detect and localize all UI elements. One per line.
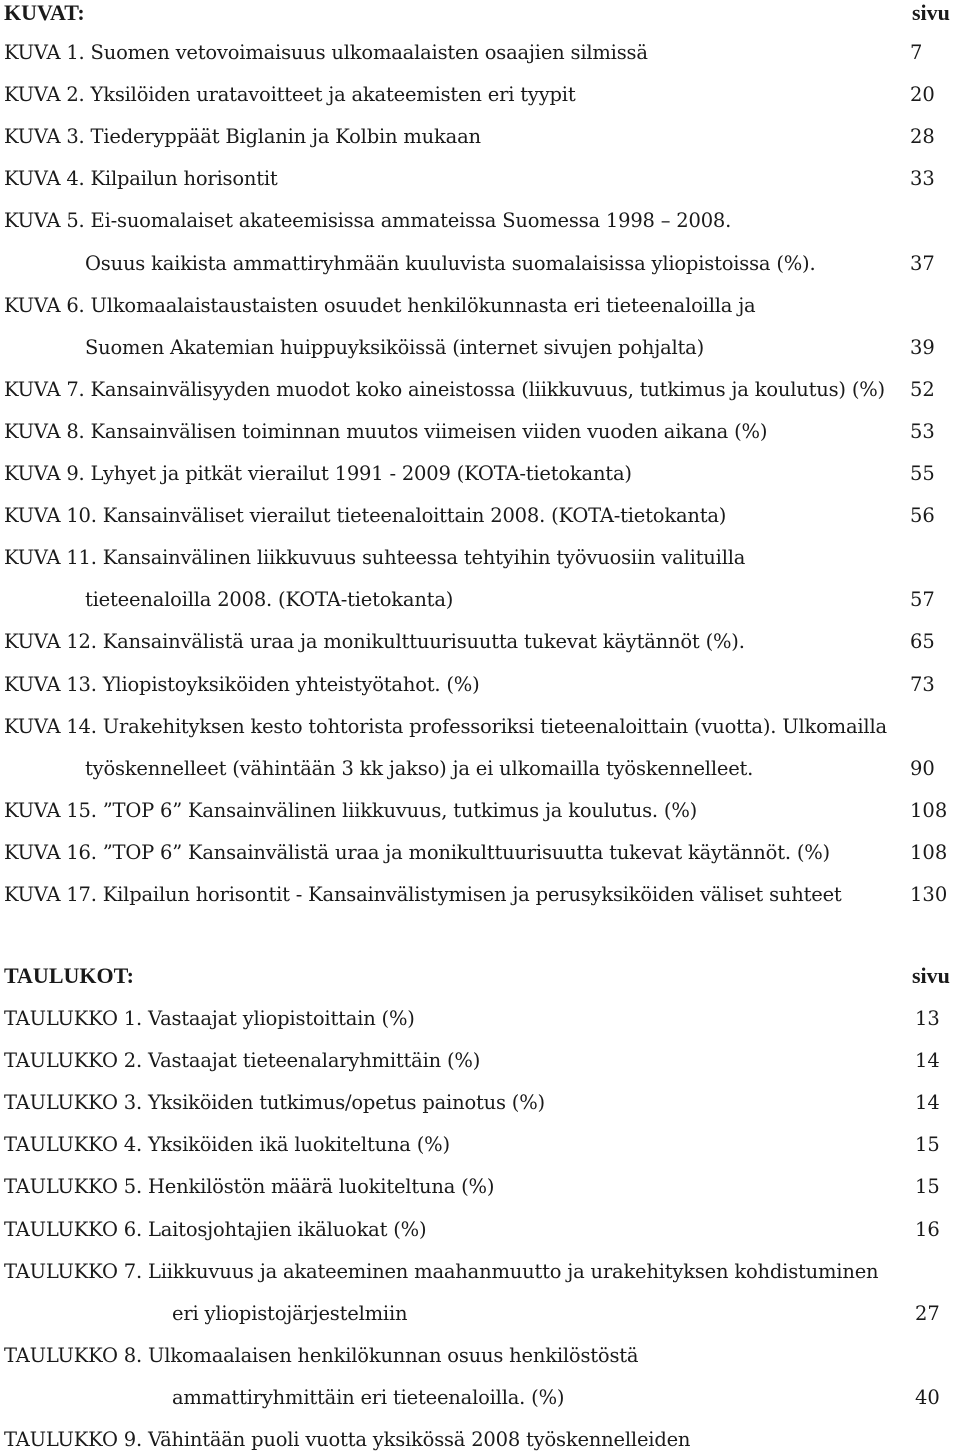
figure-entry-line: KUVA 15. ”TOP 6” Kansainvälinen liikkuvuus, tutkimus ja koulutus. (%)	[4, 798, 698, 822]
figure-entry-line: KUVA 12. Kansainvälistä uraa ja monikulttuurisuutta tukevat käytännöt (%).	[4, 630, 745, 654]
page-number: 15	[915, 1175, 940, 1199]
page-number: 28	[910, 125, 935, 149]
page-number: 40	[915, 1385, 940, 1409]
figure-entry-line: KUVA 3. Tiederyppäät Biglanin ja Kolbin mukaan	[4, 125, 481, 149]
page-number: 33	[910, 167, 935, 191]
page-number: 27	[915, 1301, 940, 1325]
figure-entry-line: KUVA 6. Ulkomaalaistaustaisten osuudet henkilökunnasta eri tieteenaloilla ja	[4, 293, 756, 317]
figure-entry-line: KUVA 5. Ei-suomalaiset akateemisissa ammateissa Suomessa 1998 – 2008.	[4, 209, 732, 233]
tables-heading: TAULUKOT:	[4, 963, 134, 988]
page-number: 130	[910, 883, 948, 906]
page-number: 16	[915, 1217, 940, 1241]
figures-heading: KUVAT:	[4, 0, 85, 25]
table-entry-line: TAULUKKO 7. Liikkuvuus ja akateeminen maahanmuutto ja urakehityksen kohdistuminen	[4, 1259, 879, 1283]
page-number: 14	[915, 1049, 940, 1073]
figure-entry-line: KUVA 17. Kilpailun horisontit - Kansainvälistymisen ja perusyksiköiden väliset suhteet	[4, 883, 842, 906]
figure-entry-line: Suomen Akatemian huippuyksiköissä (internet sivujen pohjalta)	[85, 335, 704, 359]
table-entry-line: TAULUKKO 1. Vastaajat yliopistoittain (%)	[4, 1007, 415, 1030]
page-number: 108	[910, 798, 948, 822]
page-number: 14	[915, 1091, 940, 1115]
figure-entry-line: KUVA 2. Yksilöiden uratavoitteet ja akateemisten eri tyypit	[4, 83, 576, 107]
figure-entry-line: KUVA 10. Kansainväliset vierailut tieteenaloittain 2008. (KOTA-tietokanta)	[4, 504, 727, 528]
page-number: 53	[910, 419, 935, 443]
page-number: 37	[910, 251, 935, 275]
page-number: 57	[910, 588, 935, 612]
page-number: 56	[910, 504, 935, 528]
figure-entry-line: KUVA 9. Lyhyet ja pitkät vierailut 1991 - 2009 (KOTA-tietokanta)	[4, 462, 632, 485]
table-entry-line: TAULUKKO 6. Laitosjohtajien ikäluokat (%)	[4, 1217, 427, 1241]
page-number: 39	[910, 335, 935, 359]
page-number: 52	[910, 377, 935, 401]
figures-page-heading: sivu	[912, 0, 950, 25]
table-entry-line: TAULUKKO 3. Yksiköiden tutkimus/opetus painotus (%)	[4, 1091, 545, 1115]
page-number: 90	[910, 756, 935, 780]
figure-entry-line: KUVA 11. Kansainvälinen liikkuvuus suhteessa tehtyihin työvuosiin valituilla	[4, 546, 746, 570]
figure-entry-line: tieteenaloilla 2008. (KOTA-tietokanta)	[85, 588, 454, 612]
page-number: 65	[910, 630, 935, 654]
page-number: 108	[910, 840, 948, 864]
table-entry-line: ammattiryhmittäin eri tieteenaloilla. (%)	[172, 1385, 565, 1409]
table-entry-line: TAULUKKO 4. Yksiköiden ikä luokiteltuna (%)	[4, 1133, 450, 1157]
page-number: 7	[910, 41, 923, 64]
figure-entry-line: KUVA 14. Urakehityksen kesto tohtorista professoriksi tieteenaloittain (vuotta). Ulkomailla	[4, 714, 887, 738]
table-entry-line: TAULUKKO 2. Vastaajat tieteenalaryhmittäin (%)	[4, 1049, 481, 1073]
figure-entry-line: KUVA 4. Kilpailun horisontit	[4, 167, 278, 191]
figure-entry-line: KUVA 16. ”TOP 6” Kansainvälistä uraa ja monikulttuurisuutta tukevat käytännöt. (%)	[4, 840, 830, 864]
figure-entry-line: työskennelleet (vähintään 3 kk jakso) ja ei ulkomailla työskennelleet.	[85, 756, 754, 780]
table-entry-line: eri yliopistojärjestelmiin	[172, 1301, 408, 1325]
figure-entry-line: KUVA 13. Yliopistoyksiköiden yhteistyötahot. (%)	[4, 672, 480, 696]
table-entry-line: TAULUKKO 5. Henkilöstön määrä luokiteltuna (%)	[4, 1175, 495, 1199]
figure-entry-line: KUVA 8. Kansainvälisen toiminnan muutos viimeisen viiden vuoden aikana (%)	[4, 419, 768, 443]
tables-page-heading: sivu	[912, 963, 950, 988]
page-number: 55	[910, 462, 935, 485]
table-entry-line: TAULUKKO 9. Vähintään puoli vuotta yksikössä 2008 työskennelleiden	[4, 1428, 691, 1451]
page-number: 20	[910, 83, 935, 107]
figure-entry-line: Osuus kaikista ammattiryhmään kuuluvista suomalaisissa yliopistoissa (%).	[85, 251, 816, 275]
figure-entry-line: KUVA 7. Kansainvälisyyden muodot koko aineistossa (liikkuvuus, tutkimus ja koulutus) (%)	[4, 377, 885, 401]
page-number: 13	[915, 1007, 940, 1030]
table-entry-line: TAULUKKO 8. Ulkomaalaisen henkilökunnan osuus henkilöstöstä	[4, 1343, 639, 1367]
figure-entry-line: KUVA 1. Suomen vetovoimaisuus ulkomaalaisten osaajien silmissä	[4, 41, 648, 64]
page-number: 15	[915, 1133, 940, 1157]
page-number: 73	[910, 672, 935, 696]
